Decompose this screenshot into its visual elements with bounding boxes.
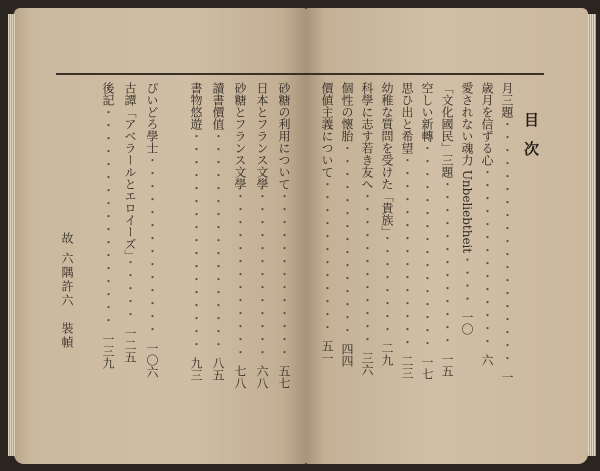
toc-entry: 價値主義について・・・・・・・・・・・・五一 [320, 82, 334, 364]
toc-entry: 書物悠遊・・・・・・・・・・・・・・・・・九三 [189, 82, 203, 381]
toc-entry-page: 一 [500, 371, 514, 383]
designer-credit [59, 232, 76, 350]
toc-entry: 讀書價值・・・・・・・・・・・・・・・・・八五 [211, 82, 225, 381]
toc-entry: 「文化國民」三題・・・・・・・・・・・・・一五 [440, 82, 454, 377]
toc-entry-page: 九三 [189, 357, 203, 381]
toc-entry: 思ひ出と希望・・・・・・・・・・・・・・・二三 [400, 82, 414, 379]
toc-entry-title: 砂糖とフランス文學 [233, 82, 247, 190]
toc-entry-title: 科學に志す若き友へ [360, 82, 374, 190]
toc-entry-page: 一〇六 [145, 342, 159, 378]
toc-entry-title: 讀書價值 [211, 82, 225, 130]
toc-entry-page: 八五 [211, 357, 225, 381]
toc-entry: 幼稚な質問を受けた「貴族」・・・・・・・・二九 [380, 82, 394, 366]
toc-entry-page: 六八 [255, 365, 269, 389]
toc-entry-page: 五七 [277, 365, 291, 389]
toc-entry-page: 一二五 [123, 327, 137, 363]
toc-entry-title: 「文化國民」三題 [440, 82, 454, 178]
toc-entry-page: 五一 [320, 340, 334, 364]
toc-entry: 愛されない魂力 Unbeliebtheit・・・・一〇 [460, 82, 474, 336]
top-rule [56, 73, 544, 75]
toc-entry: 科學に志す若き友へ・・・・・・・・・・・・三六 [360, 82, 374, 376]
toc-entry-title: 日本とフランス文學 [255, 82, 269, 190]
toc-entry-title: 古譚「アベラールとエロイーズ」 [123, 82, 137, 256]
toc-entry-title: 書物悠遊 [189, 82, 203, 130]
toc-entry-title: ぴいどろ學士 [145, 82, 159, 154]
toc-entry-page: 一五 [440, 353, 454, 377]
toc-entry-title: 後記 [101, 82, 115, 106]
toc-entry-page: 三六 [360, 352, 374, 376]
toc-entry: 日本とフランス文學・・・・・・・・・・・・・六八 [255, 82, 269, 389]
toc-entry-page: 二三 [400, 355, 414, 379]
toc-entry: 個性の懷胎・・・・・・・・・・・・・・・四四 [340, 82, 354, 367]
toc-entry-page: 一七 [420, 356, 434, 380]
toc-entry: 月三題・・・・・・・・・・・・・・・・・・・一 [500, 82, 514, 383]
design-label: 裝幀 [60, 321, 74, 350]
toc-entry-page: 二九 [380, 342, 394, 366]
toc-entry: 砂糖の利用について・・・・・・・・・・・・・五七 [277, 82, 291, 389]
toc-entry-title: 幼稚な質問を受けた「貴族」 [380, 82, 394, 232]
toc-heading: 目次 [522, 112, 540, 170]
toc-entry: ぴいどろ學士・・・・・・・・・・・・・・一〇六 [145, 82, 159, 378]
toc-entry: 歳月を信ずる心・・・・・・・・・・・・・・六 [480, 82, 494, 366]
toc-entry: 砂糖とフランス文學・・・・・・・・・・・・・七八 [233, 82, 247, 389]
designer-name: 故 六隅許六 [60, 232, 74, 308]
toc-entry-page: 一〇 [460, 311, 474, 336]
toc-entry-title: 愛されない魂力 Unbeliebtheit [460, 82, 474, 254]
toc-entry-page: 七八 [233, 365, 247, 389]
toc-entry-page: 六 [480, 354, 494, 366]
toc-entry: 後記・・・・・・・・・・・・・・・・・一三九 [101, 82, 115, 369]
toc-entry-page: 四四 [340, 343, 354, 367]
left-page-edges [8, 14, 16, 456]
toc-entry-title: 價値主義について [320, 82, 334, 178]
toc-entry: 空しい新轉・・・・・・・・・・・・・・・・一七 [420, 82, 434, 380]
toc-entry-page: 一三九 [101, 333, 115, 369]
toc-entry-title: 月三題 [500, 82, 514, 118]
toc-entry-title: 思ひ出と希望 [400, 82, 414, 154]
toc-entry-title: 空しい新轉 [420, 82, 434, 142]
right-page-edges [588, 14, 596, 456]
toc-entry: 古譚「アベラールとエロイーズ」・・・・・一二五 [123, 82, 137, 363]
toc-entry-title: 歳月を信ずる心 [480, 82, 494, 166]
toc-entry-title: 砂糖の利用について [277, 82, 291, 190]
toc-entry-title: 個性の懷胎 [340, 82, 354, 142]
